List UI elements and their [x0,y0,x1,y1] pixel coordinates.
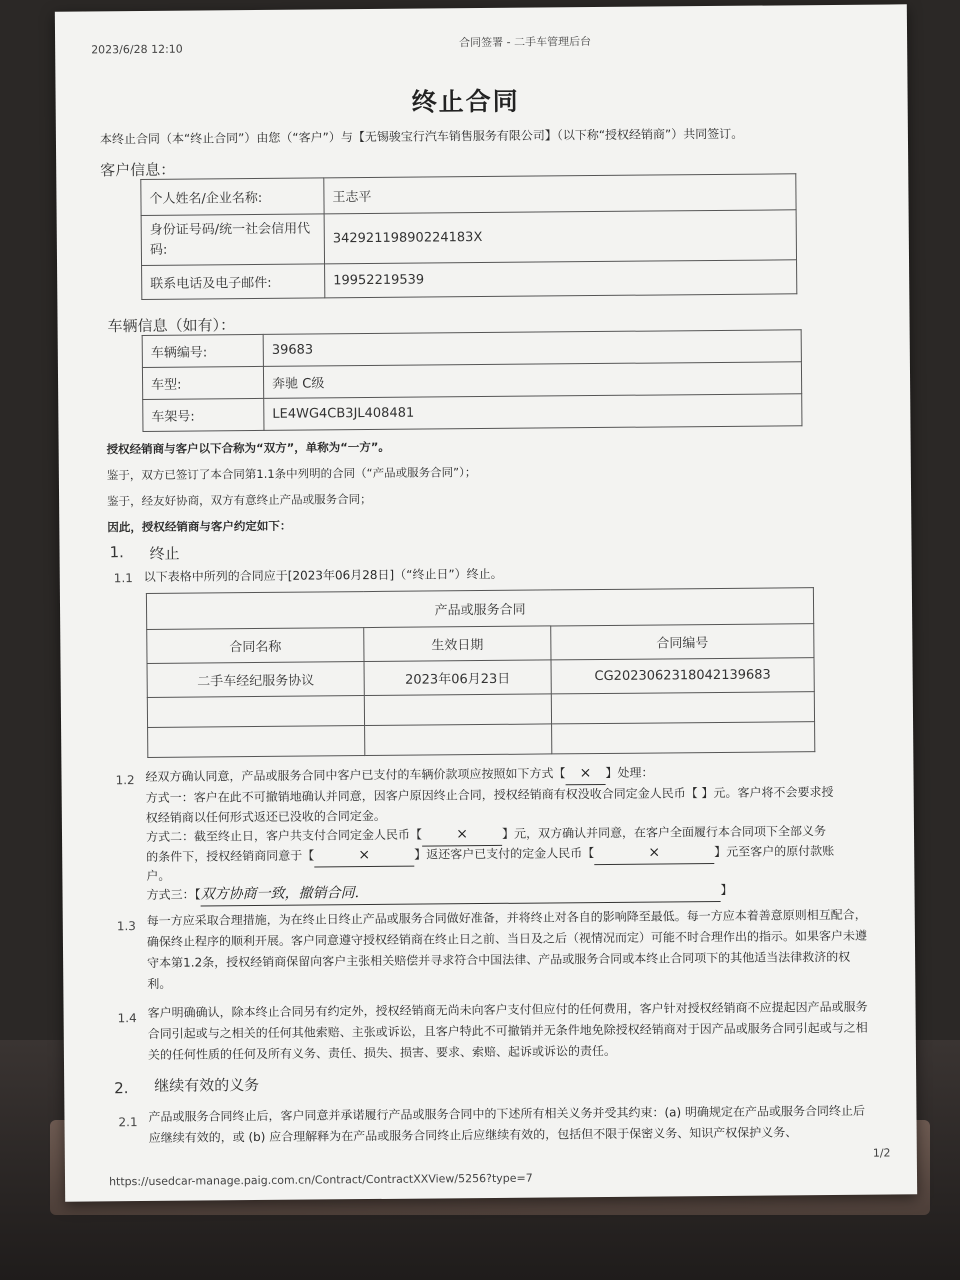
customer-value: 19952219539 [325,260,797,298]
vehicle-info-table [142,329,803,432]
clause-text: 】元至客户的原付款账 [714,843,835,860]
contract-name-cell: 二手车经纪服务协议 [147,662,364,698]
customer-row [141,174,796,216]
clause-1-1-number: 1.1 [113,571,133,586]
customer-row [142,260,797,300]
contract-number-header: 合同编号 [551,624,814,660]
document-title: 终止合同 [411,86,520,117]
print-datetime: 2023/6/28 12:10 [91,42,183,57]
clause-text: 经双方确认同意，产品或服务合同中客户已支付的车辆价款项应按照如下方式【 [145,766,566,784]
customer-label: 身份证号码/统一社会信用代码: [141,214,324,266]
clause-1-2-number: 1.2 [115,773,135,788]
customer-row [141,210,796,266]
clause-1-2-option-3 [146,880,732,907]
handwritten-x-mark: × [422,824,502,847]
customer-label: 联系电话及电子邮件: [142,264,325,300]
section-2-title: 继续有效的义务 [154,1075,260,1095]
vehicle-value: 39683 [263,330,801,367]
contract-number-cell: CG2023062318042139683 [551,658,814,694]
customer-info-table [140,173,797,300]
print-url: https://usedcar-manage.paig.com.cn/Contract/ContractXXView/5256?type=7 [108,1171,533,1189]
vehicle-info-heading: 车辆信息（如有）： [107,316,236,336]
effective-date-cell [364,694,551,726]
recital-whereas-1: 鉴于，双方已签订了本合同第1.1条中列明的合同（“产品或服务合同”）； [106,465,477,483]
contract-table [146,587,815,758]
vehicle-label: 车架号: [143,398,264,431]
handwritten-x-mark: × [314,845,414,868]
clause-text: 方式三：【 [146,887,201,902]
vehicle-value: 奔驰 C级 [263,362,801,399]
vehicle-row [143,394,802,432]
clause-text: 】元，双方确认并同意，在客户全面履行本合同项下全部义务 [501,824,827,841]
effective-date-cell: 2023年06月23日 [364,660,551,696]
section-1-title: 终止 [149,544,180,563]
clause-1-2-option-1-cont: 权经销商以任何形式返还已没收的合同定金。 [145,808,386,825]
contract-name-cell [147,696,364,728]
clause-1-1-text: 以下表格中所列的合同应于[2023年06月28日]（“终止日”）终止。 [143,566,503,584]
clause-text: 的条件下，授权经销商同意于【 [146,848,315,864]
clause-1-2-option-2-end: 户。 [146,868,171,883]
print-page-title: 合同签署 - 二手车管理后台 [459,35,592,50]
customer-value: 王志平 [324,174,796,214]
contract-number-cell [551,692,814,724]
clause-text: 方式二：截至终止日，客户共支付合同定金人民币【 [145,827,423,844]
handwritten-x-mark: × [594,842,714,865]
clause-text: 】返还客户已支付的定金人民币【 [414,846,595,862]
recital-whereas-2: 鉴于，经友好协商，双方有意终止产品或服务合同； [107,491,372,509]
contract-table-header-row [147,624,814,664]
customer-info-heading: 客户信息： [100,160,176,180]
clause-2-1-text: 产品或服务合同终止后，客户同意并承诺履行产品或服务合同中的下述所有相关义务并受其约束：(a) 明确规定在产品或服务合同终止后应继续有效的，或 (b) 应合理解释为在产品或服务合同终止后应继续有效的，包括但不限于保密义务、知识产权保护义务、 [148,1103,866,1145]
customer-label: 个人姓名/企业名称: [141,178,324,216]
contract-table-caption-row [146,588,813,630]
effective-date-header: 生效日期 [364,626,551,662]
clause-1-2-option-1: 方式一：客户在此不可撤销地确认并同意，因客户原因终止合同，授权经销商有权没收合同定金人民币【 】元。客户将不会要求授 [145,784,834,805]
contract-table-caption: 产品或服务合同 [146,588,813,630]
vehicle-value: LE4WG4CB3JL408481 [264,394,802,431]
contract-name-cell [148,726,365,758]
clause-1-3-number: 1.3 [116,919,136,934]
contract-number-cell [552,722,815,754]
section-1-number: 1. [109,543,124,562]
intro-paragraph: 本终止合同（本“终止合同”）由您（“客户”）与【无锡骏宝行汽车销售服务有限公司】（以下称“授权经销商”）共同签订。 [99,126,744,147]
handwritten-x-mark: × [565,763,605,785]
clause-1-4-number: 1.4 [117,1011,137,1026]
customer-value: 34292119890224183X [324,210,796,264]
clause-2-1-number: 2.1 [118,1115,138,1130]
effective-date-cell [365,724,552,756]
page-number: 1/2 [872,1146,891,1160]
table-row [147,658,814,698]
vehicle-label: 车型: [142,366,263,399]
handwritten-option-3: 双方协商一致，撤销合同. [200,880,720,907]
clause-text: 】处理： [605,765,654,780]
clause-1-4-text: 客户明确确认，除本终止合同另有约定外，授权经销商无尚未向客户支付但应付的任何费用，客户针对授权经销商不应提起因产品或服务合同引起或与之相关的任何其他索赔、主张或诉讼，且客户特此不可撤销并无条件地免除授权经销商对于因产品或服务合同引起或与之相关的任何性质的任何及所有义务、责任、损失、损害、要求、索赔、起诉或诉讼的责任。 [147,999,868,1062]
recital-parties: 授权经销商与客户以下合称为“双方”，单称为“一方”。 [106,439,390,457]
section-2-number: 2. [114,1079,129,1098]
document-page [55,4,917,1201]
clause-1-3-text: 每一方应采取合理措施，为在终止日终止产品或服务合同做好准备，并将终止对各自的影响降至最低。每一方应本着善意原则相互配合，确保终止程序的顺利开展。客户同意遵守授权经销商在终止日之前、当日及之后（视情况而定）可能不时合理作出的指示。如果客户未遵守本第1.2条，授权经销商保留向客户主张相关赔偿并寻求符合中国法律、产品或服务合同或本终止合同项下的其他适当法律救济的权利。 [146,907,867,991]
vehicle-label: 车辆编号: [142,334,263,367]
contract-name-header: 合同名称 [147,628,364,664]
clause-1-2-option-2-cont [146,841,834,869]
recital-therefore: 因此，授权经销商与客户约定如下： [107,518,292,535]
table-row [148,722,815,758]
clause-text: 】 [720,882,733,897]
